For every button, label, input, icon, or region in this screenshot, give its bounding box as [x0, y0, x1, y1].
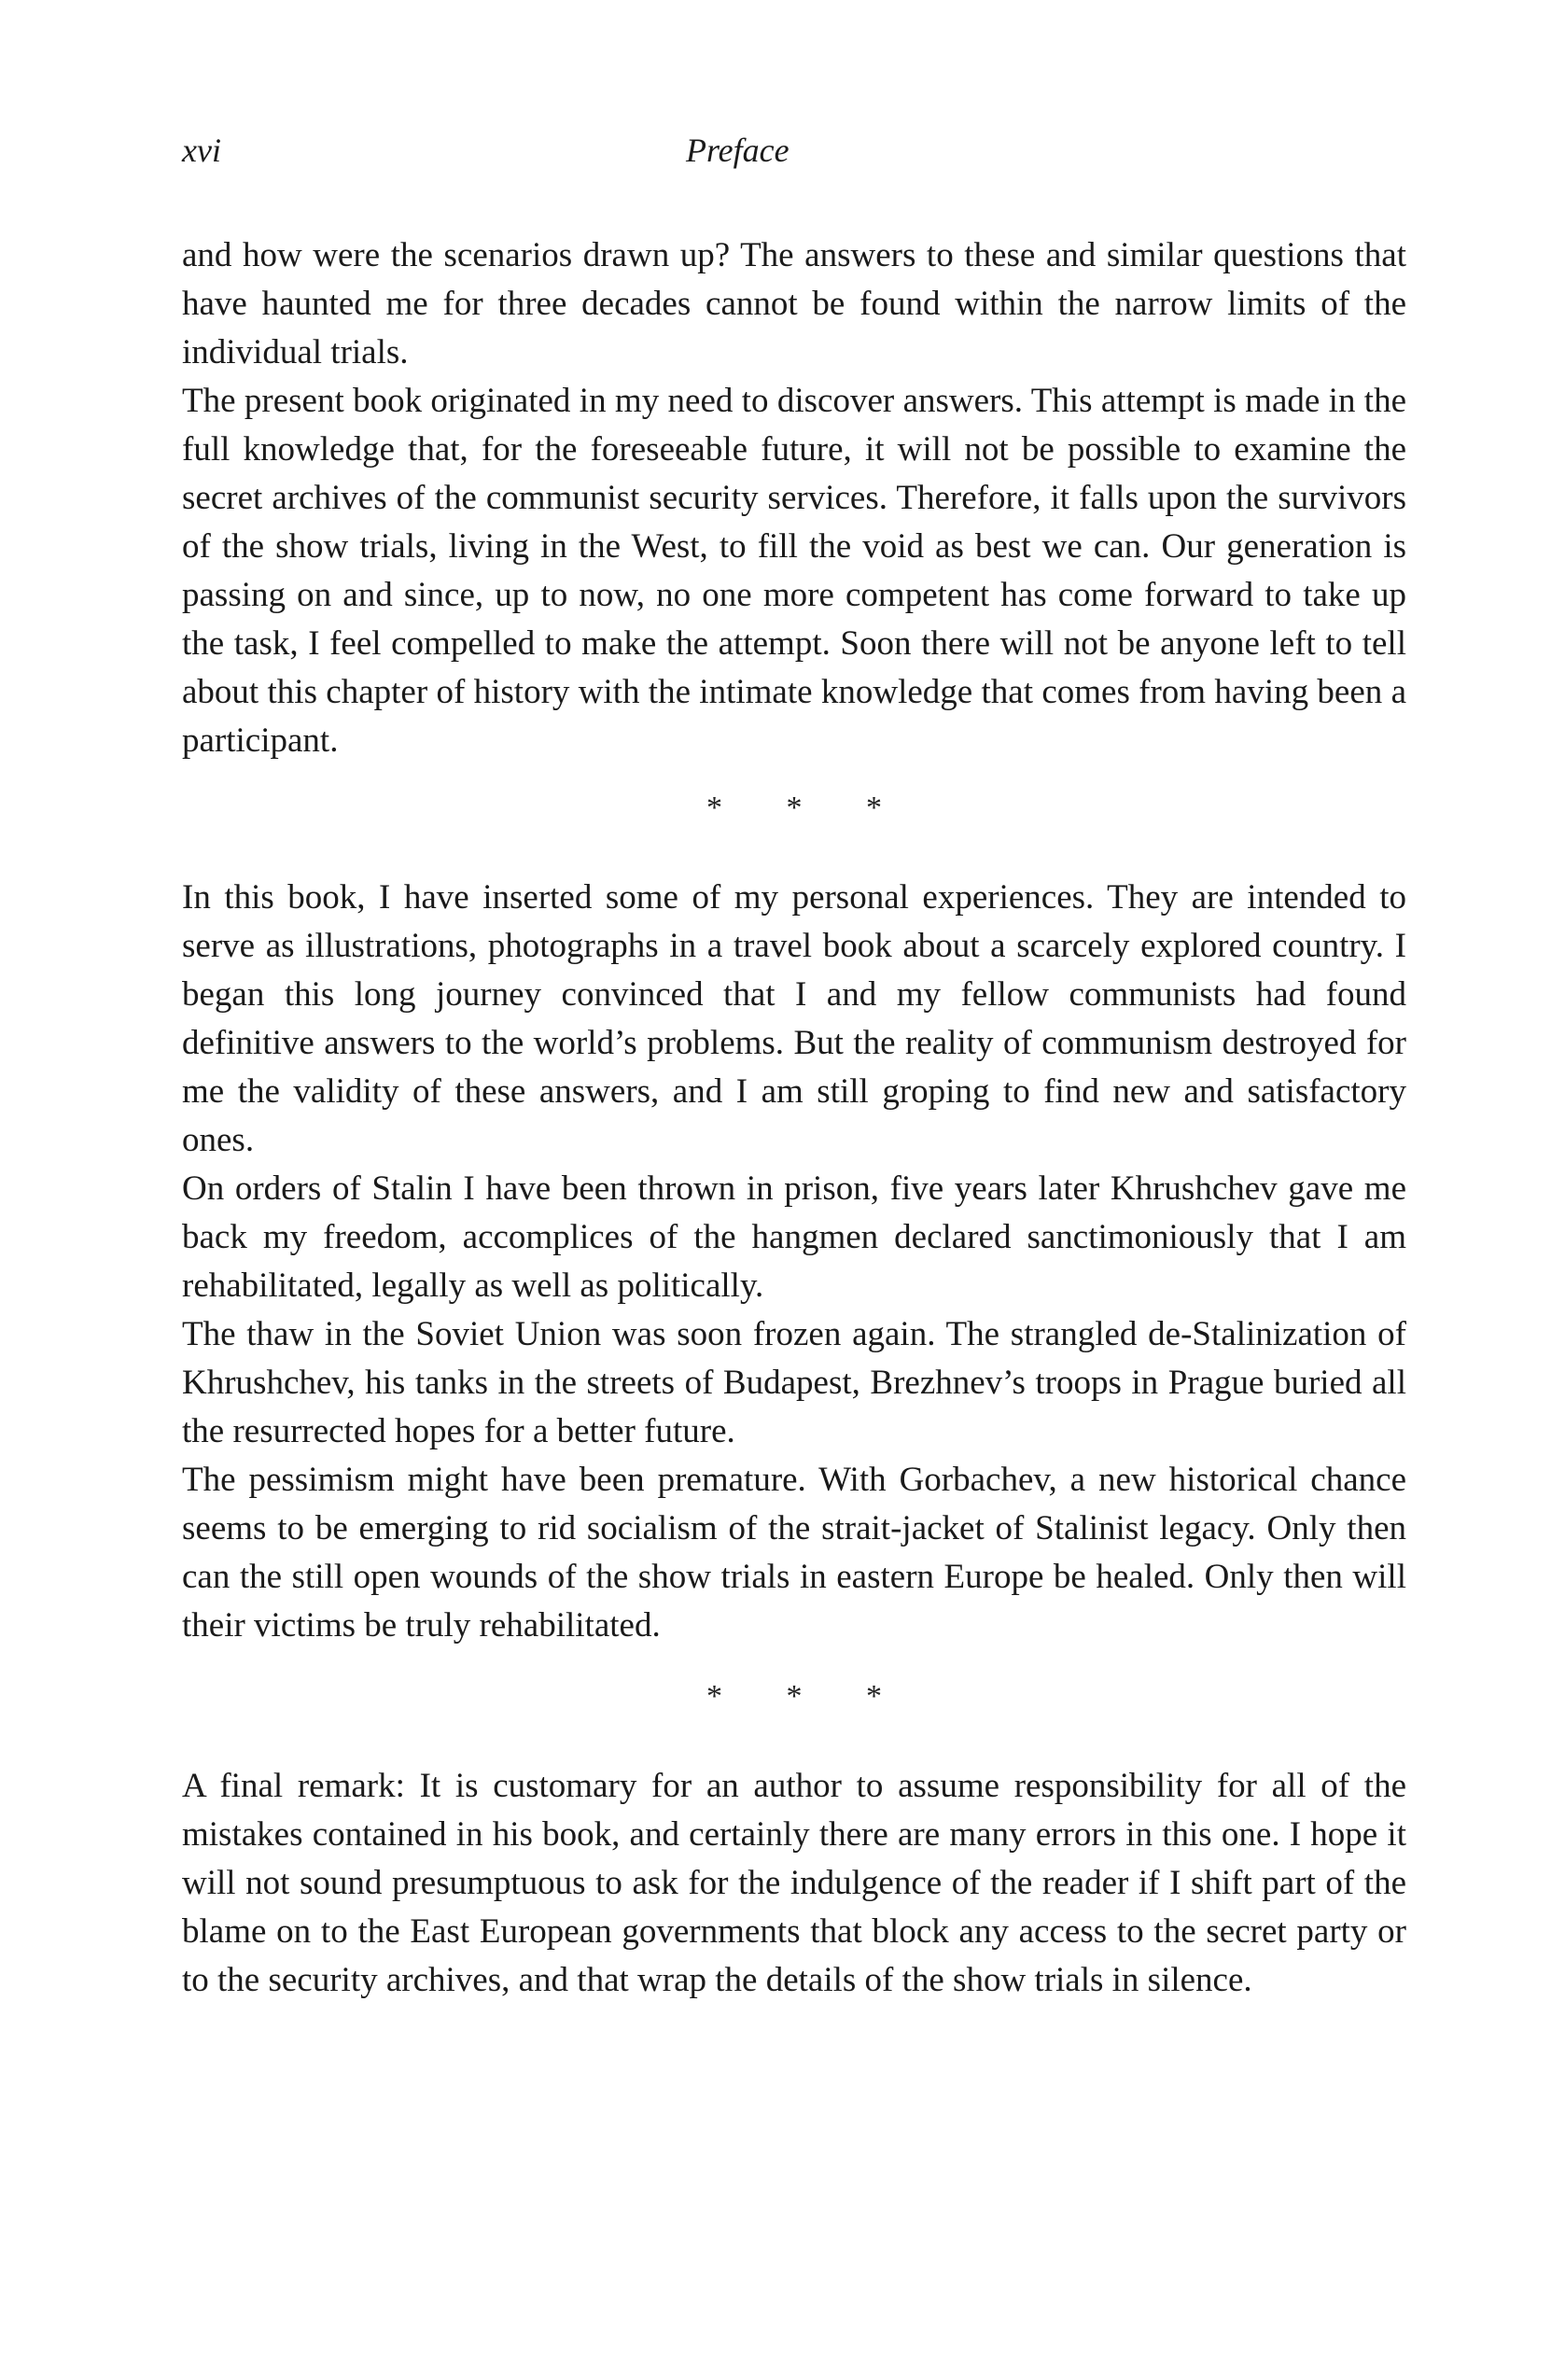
paragraph: The present book originated in my need to discover answers. This attempt is made in the full knowledge that, for the foreseeable future, it will not be possible to examine the secret archives of the communist security services. Therefore, it falls upon the survivors of the show trials, living in the West, to fill the void as best we can. Our generation is passing on and since, up to now, no one more competent has come forward to take up the task, I feel compelled to make the attempt. Soon there will not be anyone left to tell about this chapter of history with the intimate knowledge that comes from having been a participant.	[182, 382, 1406, 760]
running-title: Preface	[686, 132, 789, 169]
running-header	[182, 131, 1406, 177]
paragraph: The pessimism might have been premature. With Gorbachev, a new historical chance seems to be emerging to rid socialism of the strait-jacket of Stalinist legacy. Only then can the still open wounds of the show trials in eastern Europe be healed. Only then will their victims be truly rehabilitated.	[182, 1461, 1406, 1645]
paragraph: On orders of Stalin I have been thrown in prison, five years later Khrushchev gave me back my freedom, accomplices of the hangmen declared sanctimoniously that I am rehabilitated, legally as well as politically.	[182, 1169, 1406, 1305]
section-break: * * *	[706, 791, 910, 825]
paragraph: and how were the scenarios drawn up? The answers to these and similar questions that have haunted me for three decades cannot be found within the narrow limits of the individual trials.	[182, 236, 1406, 371]
paragraph: The thaw in the Soviet Union was soon frozen again. The strangled de-Stalinization of Khrushchev, his tanks in the streets of Budapest, Brezhnev’s troops in Prague buried all the resurrected hopes for a better future.	[182, 1315, 1406, 1450]
page-number: xvi	[182, 132, 221, 169]
section-break: * * *	[706, 1679, 910, 1714]
paragraph: A final remark: It is customary for an author to assume responsibility for all of the mistakes contained in his book, and certainly there are many errors in this one. I hope it will not sound presumptuous to ask for the indulgence of the reader if I shift part of the blame on to the East European governments that block any access to the secret party or to the security archives, and that wrap the details of the show trials in silence.	[182, 1767, 1406, 1999]
paragraph: In this book, I have inserted some of my personal experiences. They are intended to serve as illustrations, photographs in a travel book about a scarcely explored country. I began this long journey convinced that I and my fellow communists had found definitive answers to the world’s problems. But the reality of communism destroyed for me the validity of these answers, and I am still groping to find new and satisfactory ones.	[182, 878, 1406, 1159]
body-text	[182, 231, 1406, 2005]
